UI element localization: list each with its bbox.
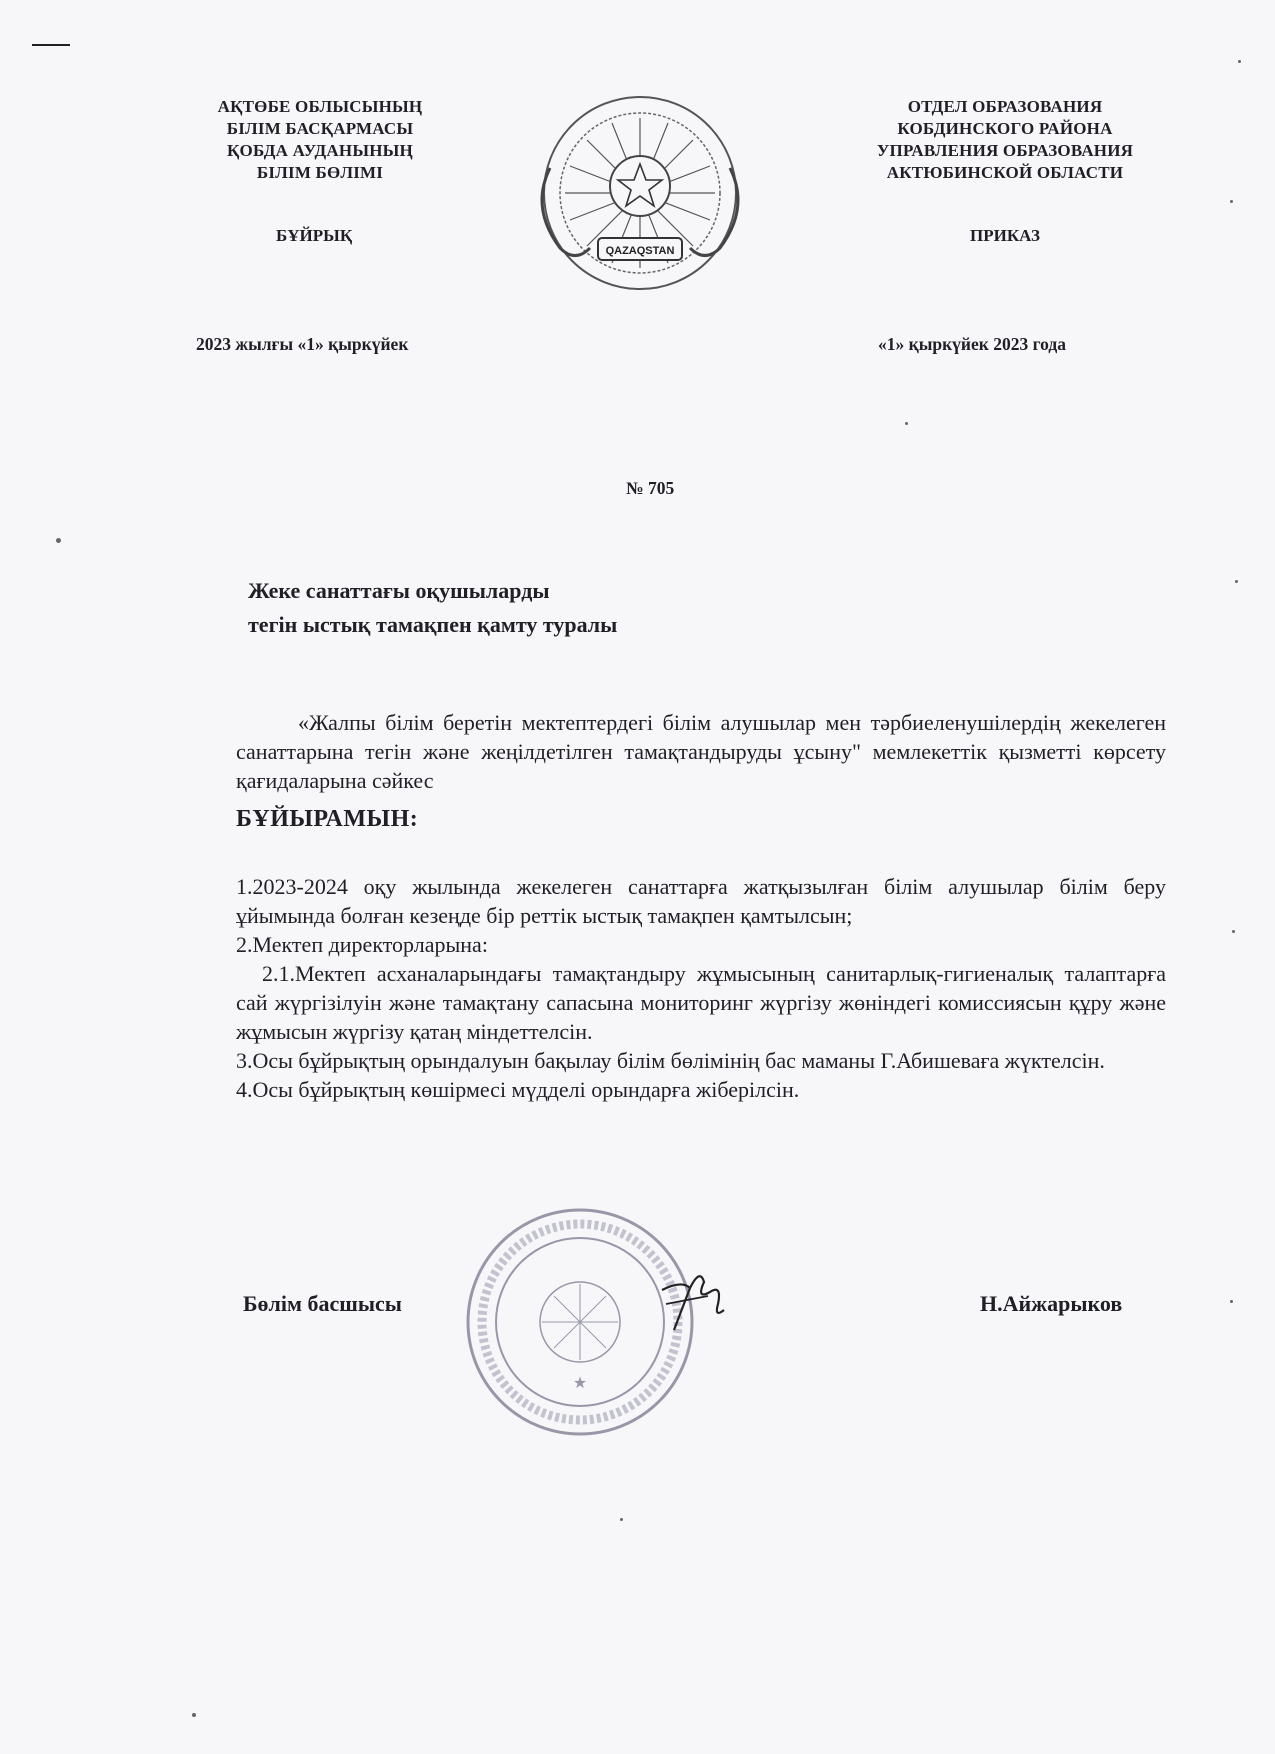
speck bbox=[1238, 60, 1241, 63]
order-item: 4.Осы бұйрықтың көшірмесі мүдделі орындарға жіберілсін. bbox=[236, 1077, 800, 1102]
signatory-name: Н.Айжарыков bbox=[980, 1291, 1123, 1316]
header-russian bbox=[835, 96, 1175, 184]
speck bbox=[56, 538, 61, 543]
state-emblem bbox=[520, 88, 760, 298]
order-number: № 705 bbox=[626, 478, 675, 498]
header-line: БІЛІМ БӨЛІМІ bbox=[256, 163, 384, 182]
subject-line: тегін ыстық тамақпен қамту туралы bbox=[248, 612, 618, 637]
handwritten-signature bbox=[652, 1260, 732, 1340]
date-kazakh: 2023 жылғы «1» қыркүйек bbox=[196, 334, 409, 354]
subject-line: Жеке санаттағы оқушыларды bbox=[248, 578, 550, 603]
emblem-caption: QAZAQSTAN bbox=[605, 245, 675, 257]
header-line: ҚОБДА АУДАНЫНЫҢ bbox=[227, 141, 413, 160]
order-item: 3.Осы бұйрықтың орындалуын бақылау білім бөлімінің бас маманы Г.Абишеваға жүктелсін. bbox=[236, 1048, 1105, 1073]
header-line: КОБДИНСКОГО РАЙОНА bbox=[897, 119, 1113, 138]
order-items bbox=[236, 872, 1166, 1104]
doc-type-kazakh: БҰЙРЫҚ bbox=[276, 226, 353, 245]
speck bbox=[192, 1713, 196, 1717]
header-line: АҚТӨБЕ ОБЛЫСЫНЫҢ bbox=[217, 97, 423, 116]
speck bbox=[1230, 200, 1233, 203]
speck bbox=[1232, 930, 1235, 933]
order-word: БҰЙЫРАМЫН: bbox=[236, 806, 419, 832]
speck bbox=[905, 422, 908, 425]
speck bbox=[620, 1518, 623, 1521]
speck bbox=[1235, 580, 1238, 583]
header-kazakh bbox=[190, 96, 450, 184]
header-line: УПРАВЛЕНИЯ ОБРАЗОВАНИЯ bbox=[876, 141, 1134, 160]
svg-text:★: ★ bbox=[572, 1375, 588, 1392]
doc-type-russian: ПРИКАЗ bbox=[970, 226, 1040, 245]
corner-mark bbox=[32, 44, 70, 46]
order-item: 2.1.Мектеп асханаларындағы тамақтандыру жұмысының санитарлық-гигиеналық талаптарға сай жүргізілуін және тамақтану сапасына мониторинг жүргізу жөніндегі комиссиясын құру және жұмысын жүргізу қатаң міндеттелсін. bbox=[236, 961, 1166, 1044]
order-item: 2.Мектеп директорларына: bbox=[236, 932, 488, 957]
header-line: АКТЮБИНСКОЙ ОБЛАСТИ bbox=[886, 163, 1124, 182]
signatory-title: Бөлім басшысы bbox=[243, 1291, 402, 1316]
speck bbox=[1230, 1300, 1233, 1303]
order-subject bbox=[248, 574, 617, 642]
order-item: 1.2023-2024 оқу жылында жекелеген санаттарға жатқызылған білім алушылар білім беру ұйымында болған кезеңде бір реттік ыстық тамақпен қамтылсын; bbox=[236, 874, 1166, 928]
header-line: БІЛІМ БАСҚАРМАСЫ bbox=[226, 119, 414, 138]
header-line: ОТДЕЛ ОБРАЗОВАНИЯ bbox=[907, 97, 1103, 116]
preamble: «Жалпы білім беретін мектептердегі білім алушылар мен тәрбиеленушілердің жекелеген санаттарына тегін және жеңілдетілген тамақтандыруды ұсыну" мемлекеттік қызметті көрсету қағидаларына сәйкес bbox=[236, 710, 1166, 793]
date-russian: «1» қыркүйек 2023 года bbox=[878, 334, 1066, 354]
